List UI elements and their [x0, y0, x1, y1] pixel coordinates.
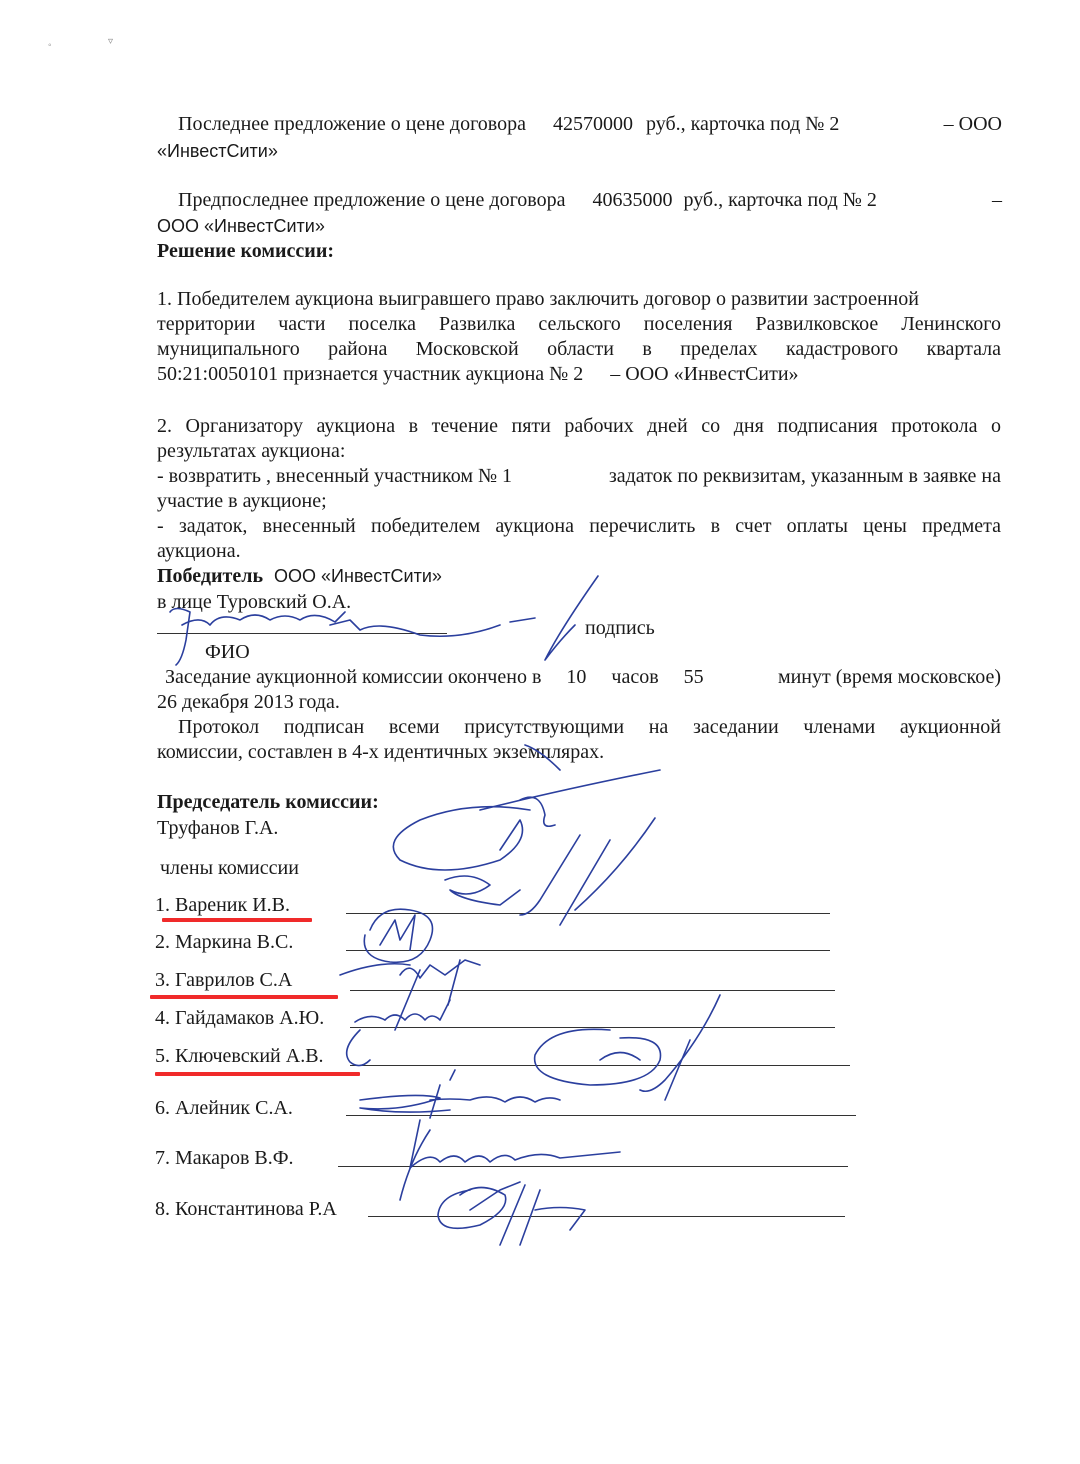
bid-prev-org: ООО «ИнвестСити»	[157, 216, 325, 236]
member-4-sign-line	[350, 1027, 835, 1028]
member-8: 8. Константинова Р.А	[155, 1198, 337, 1220]
winner-org: ООО «ИнвестСити»	[274, 566, 442, 586]
name-label: ФИО	[205, 641, 250, 663]
winner-label: Победитель	[157, 565, 264, 587]
member-7-sign-line	[338, 1166, 848, 1167]
member-3-sign-line	[350, 990, 835, 991]
bid-last-prefix: Последнее предложение о цене договора	[178, 113, 526, 135]
item1-line3: муниципального района Московской области в пределах кадастрового квартала	[157, 338, 1001, 360]
bid-last-suffix: руб., карточка под № 2	[645, 113, 840, 135]
member-3-highlight	[150, 995, 338, 999]
item2-line2: результатах аукциона:	[157, 440, 346, 462]
member-4-signature	[347, 1000, 450, 1066]
chair-name: Труфанов Г.А.	[157, 817, 279, 839]
closing-minutes: 55	[683, 666, 704, 688]
item1-line1: 1. Победителем аукциона выигравшего право заключить договор о развитии застроенной	[157, 288, 919, 310]
closing-line4: комиссии, составлен в 4-х идентичных экземплярах.	[157, 741, 605, 763]
member-5-highlight	[155, 1072, 360, 1076]
item2-line1: 2. Организатору аукциона в течение пяти рабочих дней со дня подписания протокола о	[157, 415, 1001, 437]
winner-line	[157, 564, 442, 588]
member-1: 1. Вареник И.В.	[155, 894, 290, 916]
closing-date: 26 декабря 2013 года.	[157, 691, 340, 713]
bid-last-line	[178, 112, 1002, 136]
member-1-signature	[445, 818, 655, 925]
bid-last-dash: – ООО	[943, 113, 1002, 135]
member-4: 4. Гайдамаков А.Ю.	[155, 1007, 325, 1029]
scan-speck: ◦	[48, 40, 52, 51]
member-6-sign-line	[346, 1115, 856, 1116]
members-heading: члены комиссии	[160, 857, 299, 879]
member-8-sign-line	[368, 1216, 845, 1217]
member-1-highlight	[162, 918, 312, 922]
item2-line3: - возвратить , внесенный участником № 1 задаток по реквизитам, указанным в заявке на	[157, 465, 1001, 487]
closing-line3: Протокол подписан всеми присутствующими на заседании членами аукционной	[178, 716, 1001, 738]
item2-line4: участие в аукционе;	[157, 490, 327, 512]
bid-last-amount: 42570000	[552, 113, 633, 135]
member-5-signature	[535, 995, 720, 1100]
member-8-signature	[438, 1182, 585, 1245]
closing-hours: 10	[566, 666, 587, 688]
item1-line2: территории части поселка Развилка сельского поселения Развилковское Ленинского	[157, 313, 1001, 335]
member-5: 5. Ключевский А.В.	[155, 1045, 324, 1067]
signature-label: подпись	[585, 617, 655, 639]
member-2-signature	[340, 909, 433, 975]
bid-prev-dash: –	[992, 189, 1002, 211]
item1-line4: 50:21:0050101 признается участник аукциона № 2 – ООО «ИнвестСити»	[157, 363, 799, 385]
member-7: 7. Макаров В.Ф.	[155, 1147, 294, 1169]
member-5-sign-line	[350, 1065, 850, 1066]
member-1-sign-line	[346, 913, 830, 914]
bid-prev-prefix: Предпоследнее предложение о цене договора	[178, 189, 566, 211]
member-7-signature	[400, 1120, 620, 1200]
item2-line5: - задаток, внесенный победителем аукциона перечислить в счет оплаты цены предмета	[157, 515, 1001, 537]
member-6-signature	[360, 1070, 560, 1118]
decision-heading: Решение комиссии:	[157, 240, 335, 262]
item2-line6: аукциона.	[157, 540, 241, 562]
bid-prev-suffix: руб., карточка под № 2	[683, 189, 877, 211]
member-3: 3. Гаврилов С.А	[155, 969, 293, 991]
member-6: 6. Алейник С.А.	[155, 1097, 293, 1119]
bid-prev-amount: 40635000	[592, 189, 673, 211]
closing-line1: Заседание аукционной комиссии окончено в 10 часов 55 минут (время московское)	[165, 666, 1001, 688]
bid-last-org: «ИнвестСити»	[157, 141, 278, 161]
chair-heading: Председатель комиссии:	[157, 791, 379, 813]
winner-name-line	[157, 633, 447, 634]
member-3-signature	[395, 960, 480, 1030]
member-2-sign-line	[346, 950, 830, 951]
member-2: 2. Маркина В.С.	[155, 931, 294, 953]
scan-speck: ▿	[108, 36, 114, 47]
bid-prev-line	[178, 188, 1002, 212]
winner-represented-by: в лице Туровский О.А.	[157, 591, 352, 613]
